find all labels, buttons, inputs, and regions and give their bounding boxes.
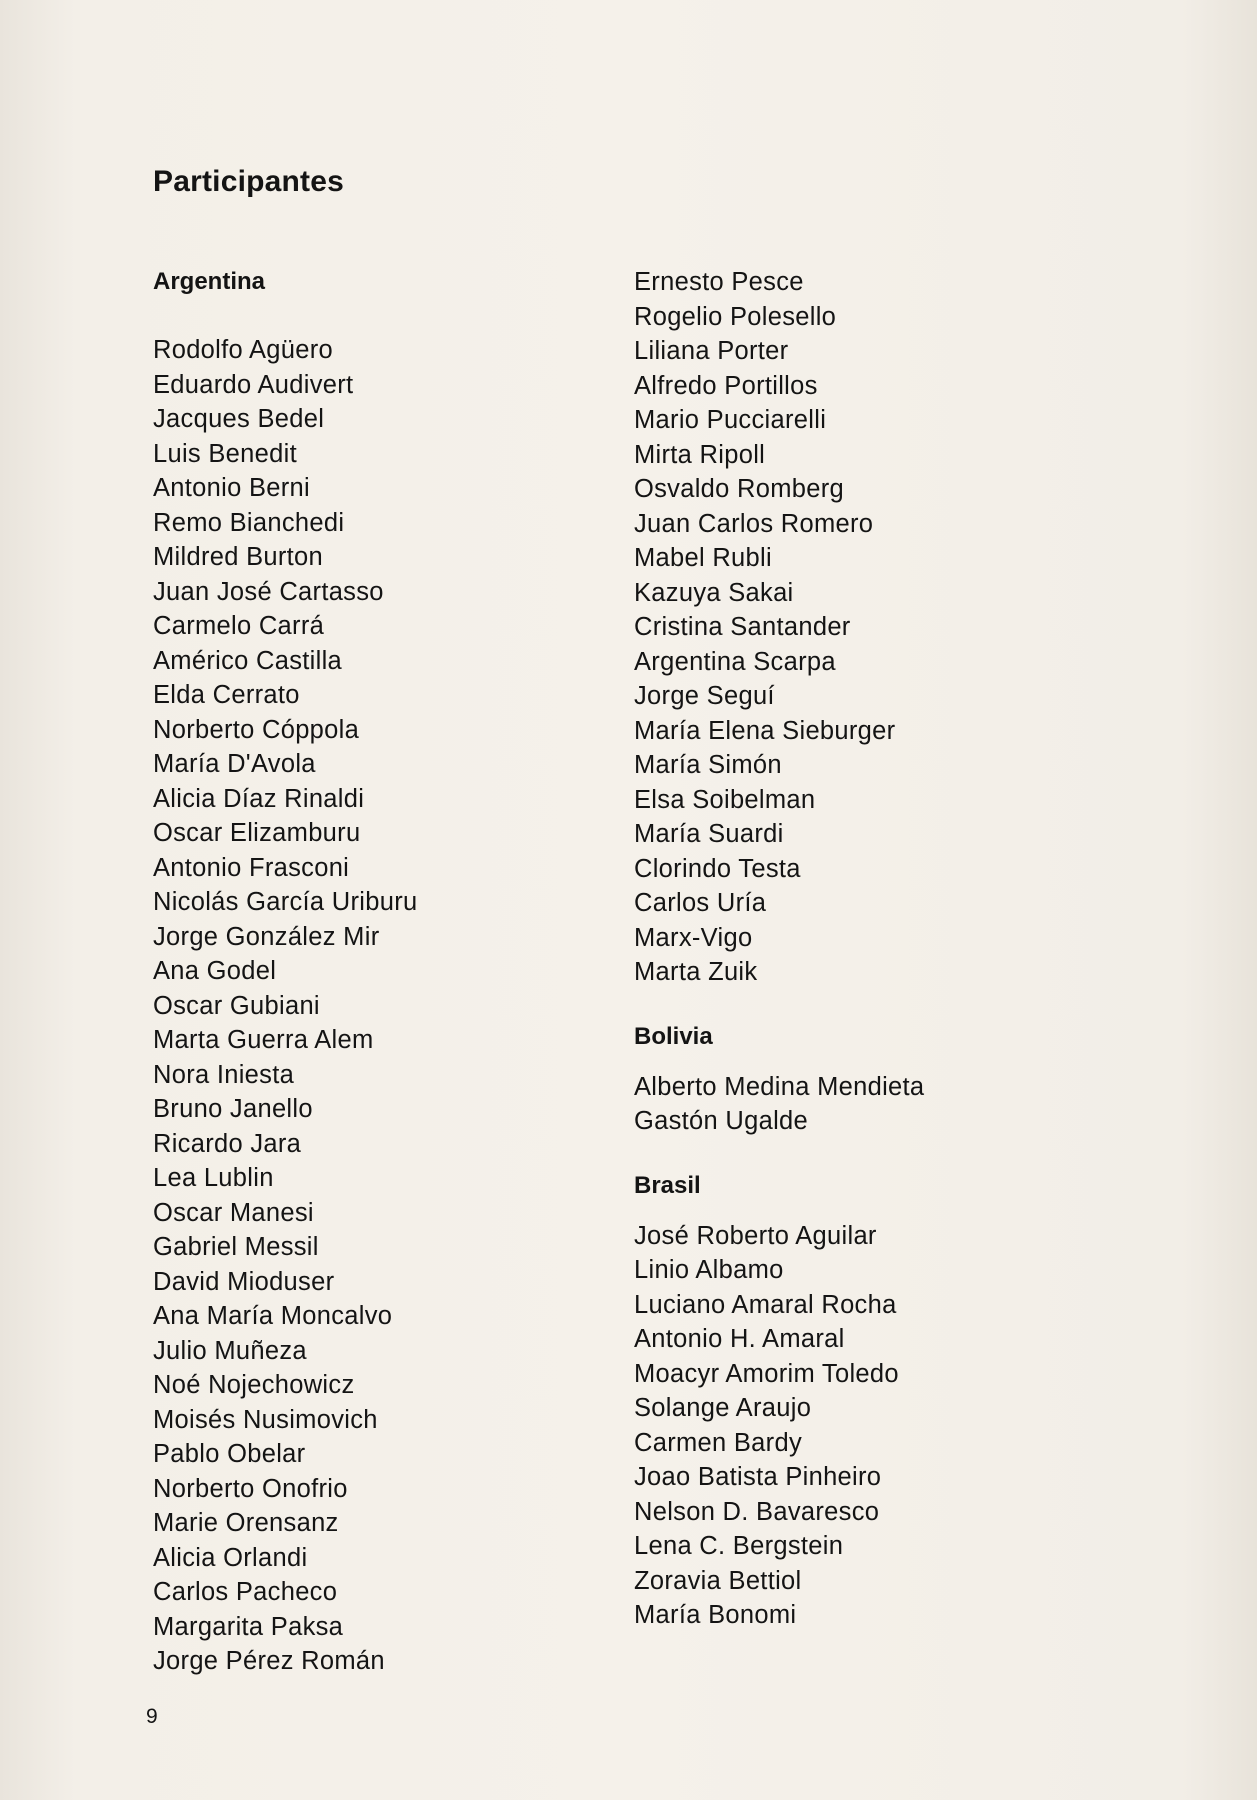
- participant-name: María Simón: [634, 751, 782, 779]
- participant-name: Juan José Cartasso: [153, 577, 384, 606]
- participant-name: Carmelo Carrá: [153, 612, 325, 640]
- participant-name: Noé Nojechowicz: [153, 1371, 355, 1399]
- participant-name: Kazuya Sakai: [634, 578, 794, 607]
- participant-name: Lea Lublin: [153, 1164, 274, 1192]
- participant-name: Américo Castilla: [153, 646, 343, 675]
- participant-list-argentina-continued: [634, 265, 1104, 990]
- country-heading-brasil: Brasil: [634, 1171, 701, 1199]
- participant-list-bolivia: [634, 1070, 1104, 1139]
- participant-name: Moacyr Amorim Toledo: [634, 1359, 899, 1388]
- participant-name: Nora Iniesta: [153, 1060, 295, 1089]
- participant-name: Carlos Uría: [634, 889, 767, 917]
- participant-name: Ernesto Pesce: [634, 268, 804, 296]
- participant-name: Antonio H. Amaral: [634, 1325, 845, 1353]
- participant-name: Marta Guerra Alem: [153, 1026, 374, 1054]
- participant-name: Antonio Berni: [153, 474, 310, 502]
- participant-name: Elda Cerrato: [153, 681, 300, 709]
- participant-name: Ana María Moncalvo: [153, 1302, 393, 1330]
- participant-name: Solange Araujo: [634, 1394, 812, 1422]
- participant-name: Mario Pucciarelli: [634, 406, 827, 434]
- country-heading-argentina: Argentina: [153, 268, 266, 295]
- participant-name: Remo Bianchedi: [153, 508, 345, 537]
- country-heading-bolivia: Bolivia: [634, 1022, 713, 1050]
- participant-name: Linio Albamo: [634, 1256, 784, 1284]
- participant-name: María Bonomi: [634, 1601, 797, 1629]
- participant-name: Oscar Manesi: [153, 1198, 314, 1227]
- participant-name: Eduardo Audivert: [153, 370, 354, 399]
- participant-name: María Elena Sieburger: [634, 716, 896, 745]
- participant-name: Alicia Díaz Rinaldi: [153, 784, 365, 813]
- participant-name: Jacques Bedel: [153, 405, 325, 433]
- participant-name: Alberto Medina Mendieta: [634, 1072, 925, 1101]
- participant-name: Nicolás García Uriburu: [153, 888, 418, 916]
- participant-name: Marx-Vigo: [634, 923, 753, 952]
- participant-name: Oscar Elizamburu: [153, 819, 361, 847]
- participant-name: Nelson D. Bavaresco: [634, 1497, 880, 1526]
- participant-name: Cristina Santander: [634, 613, 851, 641]
- left-column: [153, 265, 623, 1679]
- participant-name: Carmen Bardy: [634, 1428, 802, 1457]
- participant-name: Norberto Cóppola: [153, 715, 360, 744]
- participant-name: Jorge Pérez Román: [153, 1647, 385, 1675]
- right-column: [634, 265, 1104, 1633]
- participant-name: Antonio Frasconi: [153, 853, 350, 882]
- participant-name: Rogelio Polesello: [634, 302, 837, 331]
- participant-name: José Roberto Aguilar: [634, 1221, 877, 1250]
- participant-name: Rodolfo Agüero: [153, 336, 333, 364]
- participant-name: Bruno Janello: [153, 1095, 313, 1123]
- participant-name: Elsa Soibelman: [634, 785, 816, 814]
- participant-name: Marta Zuik: [634, 958, 758, 986]
- participant-name: María Suardi: [634, 820, 784, 848]
- participant-name: Ricardo Jara: [153, 1129, 302, 1158]
- participant-name: Oscar Gubiani: [153, 991, 320, 1020]
- participant-name: Mildred Burton: [153, 543, 324, 571]
- participant-name: Clorindo Testa: [634, 854, 801, 883]
- participant-name: Norberto Onofrio: [153, 1474, 348, 1503]
- page-number: 9: [146, 1705, 158, 1728]
- participant-name: Liliana Porter: [634, 337, 789, 365]
- participant-name: Alicia Orlandi: [153, 1543, 308, 1572]
- participant-name: Juan Carlos Romero: [634, 509, 874, 538]
- participant-name: Luis Benedit: [153, 439, 297, 468]
- participant-name: Luciano Amaral Rocha: [634, 1290, 897, 1319]
- page-title: Participantes: [153, 165, 345, 198]
- participant-name: Joao Batista Pinheiro: [634, 1463, 882, 1491]
- participant-name: Zoravia Bettiol: [634, 1566, 802, 1595]
- participant-name: Mabel Rubli: [634, 544, 772, 572]
- participant-name: Lena C. Bergstein: [634, 1532, 844, 1560]
- participant-name: Pablo Obelar: [153, 1440, 306, 1468]
- participant-list-argentina: [153, 333, 623, 1679]
- participant-name: Gabriel Messil: [153, 1233, 319, 1261]
- participant-name: Jorge Seguí: [634, 682, 775, 710]
- participant-name: Jorge González Mir: [153, 922, 380, 951]
- participant-name: David Mioduser: [153, 1267, 335, 1296]
- participant-name: Carlos Pacheco: [153, 1578, 338, 1606]
- participant-name: Moisés Nusimovich: [153, 1405, 378, 1434]
- participant-name: Argentina Scarpa: [634, 647, 836, 676]
- participant-name: María D'Avola: [153, 750, 316, 778]
- participant-name: Alfredo Portillos: [634, 371, 818, 400]
- participant-name: Ana Godel: [153, 957, 277, 985]
- participant-name: Osvaldo Romberg: [634, 475, 845, 503]
- participant-name: Marie Orensanz: [153, 1509, 339, 1537]
- participant-name: Julio Muñeza: [153, 1336, 307, 1365]
- participant-name: Mirta Ripoll: [634, 440, 766, 469]
- participant-name: Gastón Ugalde: [634, 1107, 809, 1135]
- participant-list-brasil: [634, 1219, 1104, 1633]
- participant-name: Margarita Paksa: [153, 1612, 344, 1641]
